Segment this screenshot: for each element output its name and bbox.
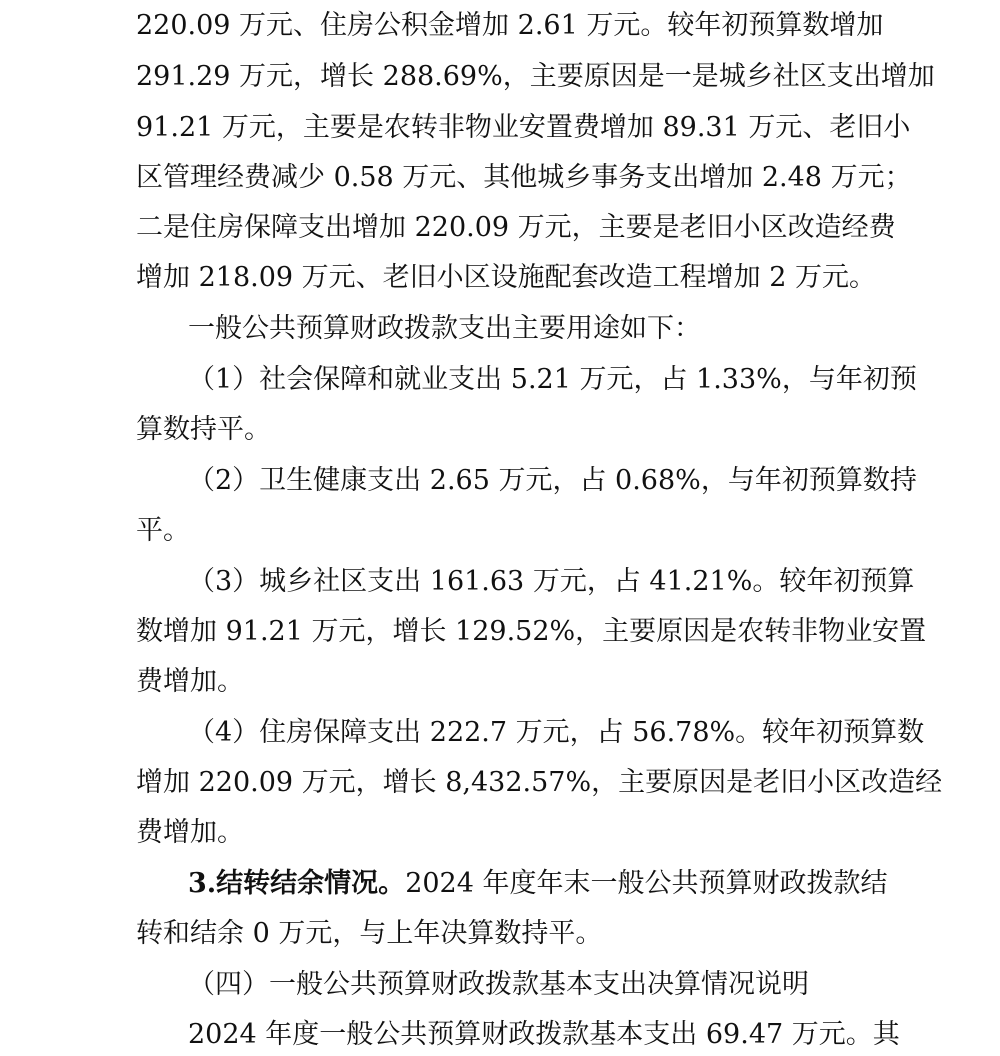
body-text-line: 291.29 万元，增长 288.69%，主要原因是一是城乡社区支出增加 — [136, 61, 935, 92]
carryover-heading: 3.结转结余情况。 — [188, 868, 406, 899]
carryover-text: 2024 年度年末一般公共预算财政拨款结 — [405, 868, 888, 899]
list-item-social-security: （1）社会保障和就业支出 5.21 万元，占 1.33%，与年初预 — [188, 364, 917, 395]
list-item-social-security-cont: 算数持平。 — [136, 414, 271, 445]
body-text-line: 增加 218.09 万元、老旧小区设施配套改造工程增加 2 万元。 — [136, 262, 876, 293]
carryover-paragraph-cont: 转和结余 0 万元，与上年决算数持平。 — [136, 918, 603, 949]
carryover-paragraph-line — [188, 864, 888, 904]
list-item-health-cont: 平。 — [136, 515, 190, 546]
body-text-line: 220.09 万元、住房公积金增加 2.61 万元。较年初预算数增加 — [136, 10, 884, 41]
list-item-health: （2）卫生健康支出 2.65 万元，占 0.68%，与年初预算数持 — [188, 465, 917, 496]
list-item-housing: （4）住房保障支出 222.7 万元，占 56.78%。较年初预算数 — [188, 717, 925, 748]
list-item-urban-rural: （3）城乡社区支出 161.63 万元，占 41.21%。较年初预算 — [188, 566, 915, 597]
body-text-line: 区管理经费减少 0.58 万元、其他城乡事务支出增加 2.48 万元； — [136, 162, 912, 193]
body-text-line: 91.21 万元，主要是农转非物业安置费增加 89.31 万元、老旧小 — [136, 112, 911, 143]
section-heading: （四）一般公共预算财政拨款基本支出决算情况说明 — [188, 969, 809, 1000]
list-item-urban-rural-cont: 数增加 91.21 万元，增长 129.52%，主要原因是农转非物业安置 — [136, 616, 927, 647]
section-intro-line: 一般公共预算财政拨款支出主要用途如下： — [188, 313, 701, 344]
body-text-line: 2024 年度一般公共预算财政拨款基本支出 69.47 万元。其 — [188, 1019, 900, 1050]
body-text-line: 二是住房保障支出增加 220.09 万元，主要是老旧小区改造经费 — [136, 212, 896, 243]
list-item-urban-rural-cont: 费增加。 — [136, 666, 244, 697]
list-item-housing-cont: 费增加。 — [136, 817, 244, 848]
list-item-housing-cont: 增加 220.09 万元，增长 8,432.57%，主要原因是老旧小区改造经 — [136, 767, 943, 798]
